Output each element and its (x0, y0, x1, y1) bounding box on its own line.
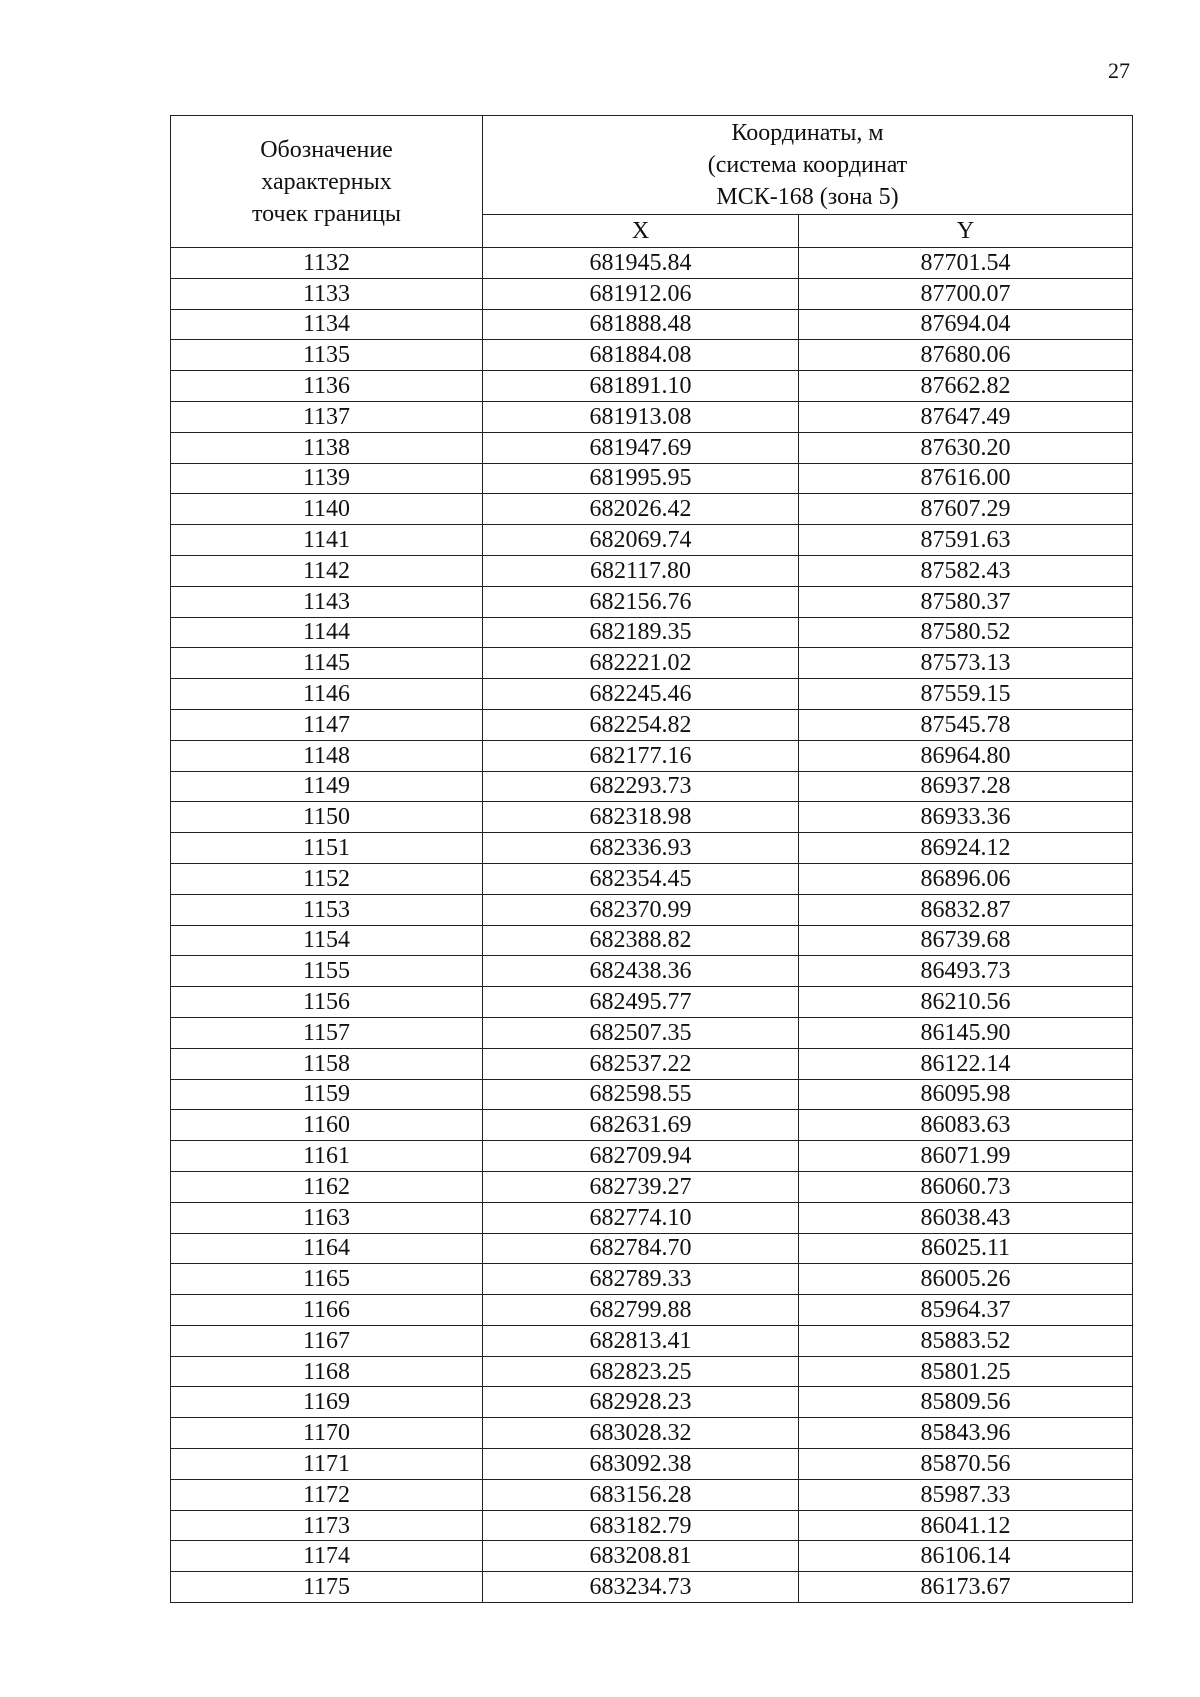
table-row (171, 1233, 1133, 1264)
point-cell: 1167 (171, 1325, 483, 1356)
y-cell: 86493.73 (799, 956, 1133, 987)
y-cell: 87591.63 (799, 525, 1133, 556)
y-cell: 86924.12 (799, 833, 1133, 864)
point-cell: 1175 (171, 1572, 483, 1603)
point-cell: 1174 (171, 1541, 483, 1572)
x-cell: 682709.94 (483, 1141, 799, 1172)
x-cell: 681912.06 (483, 278, 799, 309)
table-row (171, 1048, 1133, 1079)
x-cell: 681891.10 (483, 371, 799, 402)
point-cell: 1140 (171, 494, 483, 525)
table-row (171, 987, 1133, 1018)
table-row (171, 1202, 1133, 1233)
table-row (171, 956, 1133, 987)
x-column-header: X (483, 215, 799, 248)
y-cell: 85843.96 (799, 1418, 1133, 1449)
table-row (171, 894, 1133, 925)
x-cell: 683092.38 (483, 1449, 799, 1480)
table-row (171, 1541, 1133, 1572)
page-number: 27 (1108, 58, 1130, 83)
table-header (171, 116, 1133, 248)
table-row (171, 1479, 1133, 1510)
point-cell: 1142 (171, 555, 483, 586)
point-cell: 1166 (171, 1295, 483, 1326)
table-row (171, 1387, 1133, 1418)
y-cell: 85801.25 (799, 1356, 1133, 1387)
table-body (171, 248, 1133, 1603)
table-row (171, 1295, 1133, 1326)
x-cell: 683156.28 (483, 1479, 799, 1510)
point-cell: 1136 (171, 371, 483, 402)
x-cell: 682354.45 (483, 863, 799, 894)
point-cell: 1168 (171, 1356, 483, 1387)
y-cell: 86041.12 (799, 1510, 1133, 1541)
coordinates-header (483, 116, 1133, 215)
table-row (171, 740, 1133, 771)
point-cell: 1152 (171, 863, 483, 894)
x-cell: 682156.76 (483, 586, 799, 617)
x-cell: 682293.73 (483, 771, 799, 802)
table-row (171, 1110, 1133, 1141)
table-row (171, 1017, 1133, 1048)
x-cell: 682370.99 (483, 894, 799, 925)
point-cell: 1162 (171, 1171, 483, 1202)
table-row (171, 802, 1133, 833)
point-cell: 1139 (171, 463, 483, 494)
x-cell: 682495.77 (483, 987, 799, 1018)
y-cell: 87630.20 (799, 432, 1133, 463)
y-column-header: Y (799, 215, 1133, 248)
table-row (171, 463, 1133, 494)
x-cell: 683028.32 (483, 1418, 799, 1449)
point-cell: 1150 (171, 802, 483, 833)
point-cell: 1138 (171, 432, 483, 463)
y-cell: 85809.56 (799, 1387, 1133, 1418)
point-cell: 1143 (171, 586, 483, 617)
coordinates-header-line-2: (система координат (707, 152, 908, 178)
x-cell: 682598.55 (483, 1079, 799, 1110)
point-cell: 1148 (171, 740, 483, 771)
y-cell: 87616.00 (799, 463, 1133, 494)
table-row (171, 617, 1133, 648)
point-cell: 1155 (171, 956, 483, 987)
y-cell: 87545.78 (799, 709, 1133, 740)
y-cell: 85987.33 (799, 1479, 1133, 1510)
x-cell: 682739.27 (483, 1171, 799, 1202)
table-row (171, 1171, 1133, 1202)
y-cell: 87700.07 (799, 278, 1133, 309)
table-row (171, 648, 1133, 679)
coordinates-header-line-3: МСК-168 (зона 5) (716, 184, 899, 210)
table-row (171, 432, 1133, 463)
point-cell: 1154 (171, 925, 483, 956)
y-cell: 86083.63 (799, 1110, 1133, 1141)
x-cell: 682117.80 (483, 555, 799, 586)
x-cell: 681913.08 (483, 401, 799, 432)
x-cell: 681888.48 (483, 309, 799, 340)
y-cell: 86210.56 (799, 987, 1133, 1018)
point-cell: 1147 (171, 709, 483, 740)
table-row (171, 1449, 1133, 1480)
x-cell: 682318.98 (483, 802, 799, 833)
table-row (171, 555, 1133, 586)
y-cell: 87573.13 (799, 648, 1133, 679)
table-row (171, 1356, 1133, 1387)
coordinates-header-line-1: Координаты, м (731, 120, 884, 146)
y-cell: 86005.26 (799, 1264, 1133, 1295)
table-row (171, 1418, 1133, 1449)
point-designation-header (171, 116, 483, 248)
y-cell: 87680.06 (799, 340, 1133, 371)
table-row (171, 709, 1133, 740)
y-cell: 87701.54 (799, 248, 1133, 279)
x-cell: 682189.35 (483, 617, 799, 648)
x-cell: 682177.16 (483, 740, 799, 771)
y-cell: 87582.43 (799, 555, 1133, 586)
x-cell: 682928.23 (483, 1387, 799, 1418)
y-cell: 86964.80 (799, 740, 1133, 771)
point-cell: 1164 (171, 1233, 483, 1264)
point-cell: 1163 (171, 1202, 483, 1233)
point-cell: 1172 (171, 1479, 483, 1510)
y-cell: 86896.06 (799, 863, 1133, 894)
table-row (171, 340, 1133, 371)
x-cell: 683208.81 (483, 1541, 799, 1572)
point-cell: 1134 (171, 309, 483, 340)
point-header-line-3: точек границы (251, 200, 402, 227)
point-cell: 1169 (171, 1387, 483, 1418)
y-cell: 87607.29 (799, 494, 1133, 525)
y-cell: 87580.52 (799, 617, 1133, 648)
x-cell: 683182.79 (483, 1510, 799, 1541)
table-row (171, 833, 1133, 864)
y-cell: 86060.73 (799, 1171, 1133, 1202)
y-cell: 85964.37 (799, 1295, 1133, 1326)
table-row (171, 863, 1133, 894)
x-cell: 682813.41 (483, 1325, 799, 1356)
point-cell: 1141 (171, 525, 483, 556)
y-cell: 86937.28 (799, 771, 1133, 802)
table-row (171, 1510, 1133, 1541)
table-row (171, 771, 1133, 802)
y-cell: 86025.11 (799, 1233, 1133, 1264)
x-cell: 681995.95 (483, 463, 799, 494)
point-cell: 1144 (171, 617, 483, 648)
point-cell: 1132 (171, 248, 483, 279)
x-cell: 682026.42 (483, 494, 799, 525)
table-row (171, 925, 1133, 956)
point-cell: 1133 (171, 278, 483, 309)
y-cell: 86739.68 (799, 925, 1133, 956)
x-cell: 682245.46 (483, 679, 799, 710)
y-cell: 87580.37 (799, 586, 1133, 617)
y-cell: 85883.52 (799, 1325, 1133, 1356)
y-cell: 86173.67 (799, 1572, 1133, 1603)
y-cell: 85870.56 (799, 1449, 1133, 1480)
y-cell: 86832.87 (799, 894, 1133, 925)
table-row (171, 1264, 1133, 1295)
x-cell: 682631.69 (483, 1110, 799, 1141)
x-cell: 682507.35 (483, 1017, 799, 1048)
y-cell: 87647.49 (799, 401, 1133, 432)
x-cell: 682799.88 (483, 1295, 799, 1326)
point-header-line-2: характерных (261, 168, 392, 195)
point-cell: 1156 (171, 987, 483, 1018)
table-row (171, 525, 1133, 556)
coordinates-table (170, 115, 1133, 1603)
table-row (171, 278, 1133, 309)
table-row (171, 1325, 1133, 1356)
y-cell: 86106.14 (799, 1541, 1133, 1572)
y-cell: 87662.82 (799, 371, 1133, 402)
x-cell: 681884.08 (483, 340, 799, 371)
x-cell: 681947.69 (483, 432, 799, 463)
table-row (171, 1079, 1133, 1110)
point-cell: 1153 (171, 894, 483, 925)
x-cell: 682784.70 (483, 1233, 799, 1264)
table-row (171, 494, 1133, 525)
x-cell: 681945.84 (483, 248, 799, 279)
x-cell: 682221.02 (483, 648, 799, 679)
point-cell: 1170 (171, 1418, 483, 1449)
x-cell: 682336.93 (483, 833, 799, 864)
point-cell: 1171 (171, 1449, 483, 1480)
x-cell: 682069.74 (483, 525, 799, 556)
x-cell: 682254.82 (483, 709, 799, 740)
x-cell: 682438.36 (483, 956, 799, 987)
x-cell: 682823.25 (483, 1356, 799, 1387)
y-cell: 86095.98 (799, 1079, 1133, 1110)
y-cell: 87694.04 (799, 309, 1133, 340)
header-row-top (171, 116, 1133, 215)
table-row (171, 586, 1133, 617)
point-cell: 1145 (171, 648, 483, 679)
table-row (171, 248, 1133, 279)
x-cell: 682774.10 (483, 1202, 799, 1233)
point-cell: 1157 (171, 1017, 483, 1048)
y-cell: 86933.36 (799, 802, 1133, 833)
point-cell: 1165 (171, 1264, 483, 1295)
point-cell: 1160 (171, 1110, 483, 1141)
x-cell: 682789.33 (483, 1264, 799, 1295)
table-row (171, 1572, 1133, 1603)
table-row (171, 401, 1133, 432)
y-cell: 86122.14 (799, 1048, 1133, 1079)
table-row (171, 679, 1133, 710)
table-row (171, 309, 1133, 340)
point-cell: 1149 (171, 771, 483, 802)
y-cell: 86145.90 (799, 1017, 1133, 1048)
y-cell: 86071.99 (799, 1141, 1133, 1172)
point-header-line-1: Обозначение (260, 136, 393, 163)
x-cell: 682537.22 (483, 1048, 799, 1079)
y-cell: 87559.15 (799, 679, 1133, 710)
x-cell: 683234.73 (483, 1572, 799, 1603)
point-cell: 1173 (171, 1510, 483, 1541)
point-cell: 1151 (171, 833, 483, 864)
point-cell: 1137 (171, 401, 483, 432)
table-row (171, 371, 1133, 402)
point-cell: 1161 (171, 1141, 483, 1172)
table-row (171, 1141, 1133, 1172)
y-cell: 86038.43 (799, 1202, 1133, 1233)
point-cell: 1158 (171, 1048, 483, 1079)
x-cell: 682388.82 (483, 925, 799, 956)
point-cell: 1135 (171, 340, 483, 371)
point-cell: 1146 (171, 679, 483, 710)
point-cell: 1159 (171, 1079, 483, 1110)
